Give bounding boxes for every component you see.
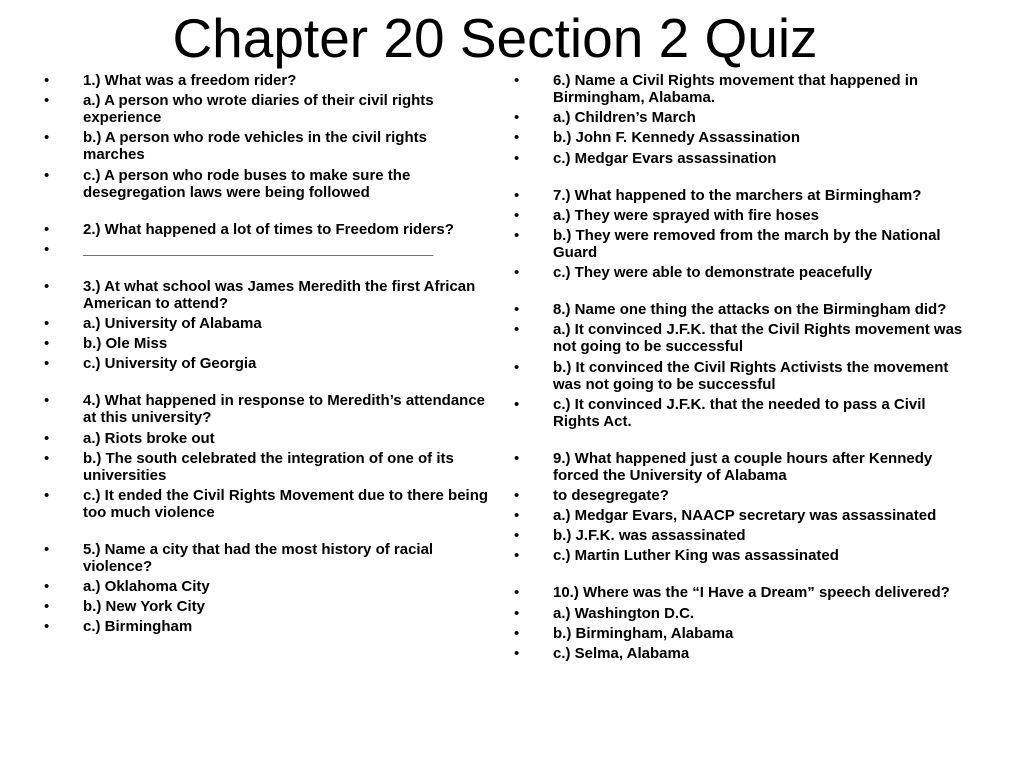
- bullet-icon: •: [514, 624, 520, 642]
- bullet-text: b.) The south celebrated the integration of one of its universities: [83, 449, 454, 484]
- bullet-text: a.) A person who wrote diaries of their civil rights experience: [83, 92, 434, 127]
- bullet-item: [44, 450, 492, 484]
- bullet-text: __________________________________________: [83, 240, 434, 258]
- bullet-icon: •: [44, 335, 50, 353]
- bullet-item: [514, 207, 964, 224]
- bullet-icon: •: [44, 220, 50, 238]
- right-question-list: [514, 72, 964, 665]
- bullet-icon: •: [514, 206, 520, 224]
- bullet-text: 10.) Where was the “I Have a Dream” speech delivered?: [553, 584, 950, 602]
- bullet-item: [44, 129, 492, 163]
- bullet-icon: •: [44, 92, 50, 110]
- bullet-icon: •: [514, 358, 520, 376]
- bullet-item: [514, 605, 964, 622]
- bullet-item: [514, 450, 964, 484]
- bullet-text: a.) Riots broke out: [83, 429, 215, 447]
- bullet-item: [44, 241, 492, 258]
- bullet-icon: •: [514, 186, 520, 204]
- bullet-icon: •: [44, 578, 50, 596]
- bullet-text: b.) J.F.K. was assassinated: [553, 527, 746, 545]
- bullet-text: c.) It convinced J.F.K. that the needed to pass a Civil Rights Act.: [553, 395, 926, 430]
- bullet-text: 2.) What happened a lot of times to Freedom riders?: [83, 220, 454, 238]
- bullet-icon: •: [44, 486, 50, 504]
- bullet-item: [514, 321, 964, 355]
- bullet-item: [44, 167, 492, 201]
- bullet-text: c.) Birmingham: [83, 618, 193, 636]
- bullet-icon: •: [44, 429, 50, 447]
- bullet-item: [514, 547, 964, 564]
- bullet-icon: •: [44, 72, 50, 89]
- bullet-text: 4.) What happened in response to Meredith’s attendance at this university?: [83, 392, 486, 427]
- bullet-text: b.) New York City: [83, 598, 205, 616]
- bullet-item: [514, 301, 964, 318]
- bullet-item: [44, 392, 492, 426]
- bullet-text: c.) University of Georgia: [83, 355, 257, 373]
- bullet-text: a.) Oklahoma City: [83, 578, 210, 596]
- bullet-icon: •: [514, 547, 520, 565]
- bullet-item: [514, 264, 964, 281]
- bullet-item: [44, 578, 492, 595]
- bullet-icon: •: [514, 301, 520, 319]
- bullet-icon: •: [514, 645, 520, 662]
- bullet-text: c.) Martin Luther King was assassinated: [553, 547, 839, 565]
- bullet-icon: •: [44, 277, 50, 295]
- bullet-text: c.) Medgar Evars assassination: [553, 149, 777, 167]
- left-question-list: [44, 72, 492, 639]
- bullet-icon: •: [514, 321, 520, 339]
- bullet-item: [44, 92, 492, 126]
- bullet-text: c.) They were able to demonstrate peacefully: [553, 264, 873, 282]
- bullet-item: [44, 335, 492, 352]
- bullet-item: [44, 618, 492, 635]
- bullet-text: a.) University of Alabama: [83, 314, 262, 332]
- bullet-item: [514, 625, 964, 642]
- bullet-item: [44, 278, 492, 312]
- bullet-text: a.) Medgar Evars, NAACP secretary was assassinated: [553, 507, 937, 525]
- bullet-item: [44, 541, 492, 575]
- bullet-item: [514, 584, 964, 601]
- bullet-text: 1.) What was a freedom rider?: [83, 72, 297, 89]
- bullet-icon: •: [514, 395, 520, 413]
- bullet-icon: •: [514, 449, 520, 467]
- bullet-item: [44, 72, 492, 89]
- bullet-icon: •: [514, 226, 520, 244]
- bullet-text: c.) A person who rode buses to make sure the desegregation laws were being followed: [83, 166, 411, 201]
- bullet-icon: •: [514, 109, 520, 127]
- bullet-icon: •: [514, 584, 520, 602]
- bullet-icon: •: [44, 166, 50, 184]
- bullet-icon: •: [514, 72, 520, 89]
- bullet-item: [514, 227, 964, 261]
- bullet-item: [514, 645, 964, 662]
- bullet-item: [514, 109, 964, 126]
- bullet-item: [44, 598, 492, 615]
- bullet-text: c.) Selma, Alabama: [553, 645, 690, 662]
- bullet-item: [514, 396, 964, 430]
- bullet-item: [514, 527, 964, 544]
- bullet-item: [44, 487, 492, 521]
- bullet-icon: •: [514, 527, 520, 545]
- bullet-icon: •: [44, 449, 50, 467]
- bullet-icon: •: [514, 486, 520, 504]
- bullet-text: 7.) What happened to the marchers at Birmingham?: [553, 186, 922, 204]
- bullet-text: 3.) At what school was James Meredith the first African American to attend?: [83, 277, 476, 312]
- bullet-text: 5.) Name a city that had the most history of racial violence?: [83, 540, 434, 575]
- bullet-item: [514, 72, 964, 106]
- bullet-icon: •: [514, 149, 520, 167]
- bullet-text: a.) It convinced J.F.K. that the Civil Rights movement was not going to be successful: [553, 321, 963, 356]
- bullet-text: c.) It ended the Civil Rights Movement due to there being too much violence: [83, 486, 489, 521]
- bullet-icon: •: [514, 129, 520, 147]
- bullet-text: a.) Washington D.C.: [553, 604, 695, 622]
- bullet-text: a.) Children’s March: [553, 109, 696, 127]
- bullet-icon: •: [44, 240, 50, 258]
- bullet-item: [44, 355, 492, 372]
- bullet-icon: •: [44, 314, 50, 332]
- bullet-item: [44, 430, 492, 447]
- bullet-text: b.) Birmingham, Alabama: [553, 624, 734, 642]
- bullet-item: [44, 221, 492, 238]
- bullet-text: b.) A person who rode vehicles in the civil rights marches: [83, 129, 427, 164]
- bullet-text: b.) It convinced the Civil Rights Activists the movement was not going to be successful: [553, 358, 949, 393]
- bullet-text: 8.) Name one thing the attacks on the Birmingham did?: [553, 301, 947, 319]
- bullet-icon: •: [514, 604, 520, 622]
- bullet-text: a.) They were sprayed with fire hoses: [553, 206, 819, 224]
- bullet-icon: •: [44, 355, 50, 373]
- bullet-item: [514, 129, 964, 146]
- bullet-item: [514, 359, 964, 393]
- bullet-item: [514, 507, 964, 524]
- bullet-text: 9.) What happened just a couple hours after Kennedy forced the University of Alabama: [553, 449, 933, 484]
- bullet-item: [514, 187, 964, 204]
- bullet-item: [514, 487, 964, 504]
- slide-title: Chapter 20 Section 2 Quiz: [172, 7, 818, 69]
- bullet-item: [44, 315, 492, 332]
- bullet-icon: •: [44, 540, 50, 558]
- bullet-text: b.) John F. Kennedy Assassination: [553, 129, 800, 147]
- bullet-text: b.) Ole Miss: [83, 335, 168, 353]
- bullet-icon: •: [44, 392, 50, 410]
- bullet-icon: •: [44, 129, 50, 147]
- bullet-text: to desegregate?: [553, 486, 669, 504]
- bullet-text: b.) They were removed from the march by the National Guard: [553, 226, 941, 261]
- bullet-icon: •: [44, 598, 50, 616]
- bullet-text: 6.) Name a Civil Rights movement that happened in Birmingham, Alabama.: [553, 72, 919, 106]
- bullet-icon: •: [44, 618, 50, 636]
- bullet-icon: •: [514, 264, 520, 282]
- bullet-item: [514, 150, 964, 167]
- bullet-icon: •: [514, 507, 520, 525]
